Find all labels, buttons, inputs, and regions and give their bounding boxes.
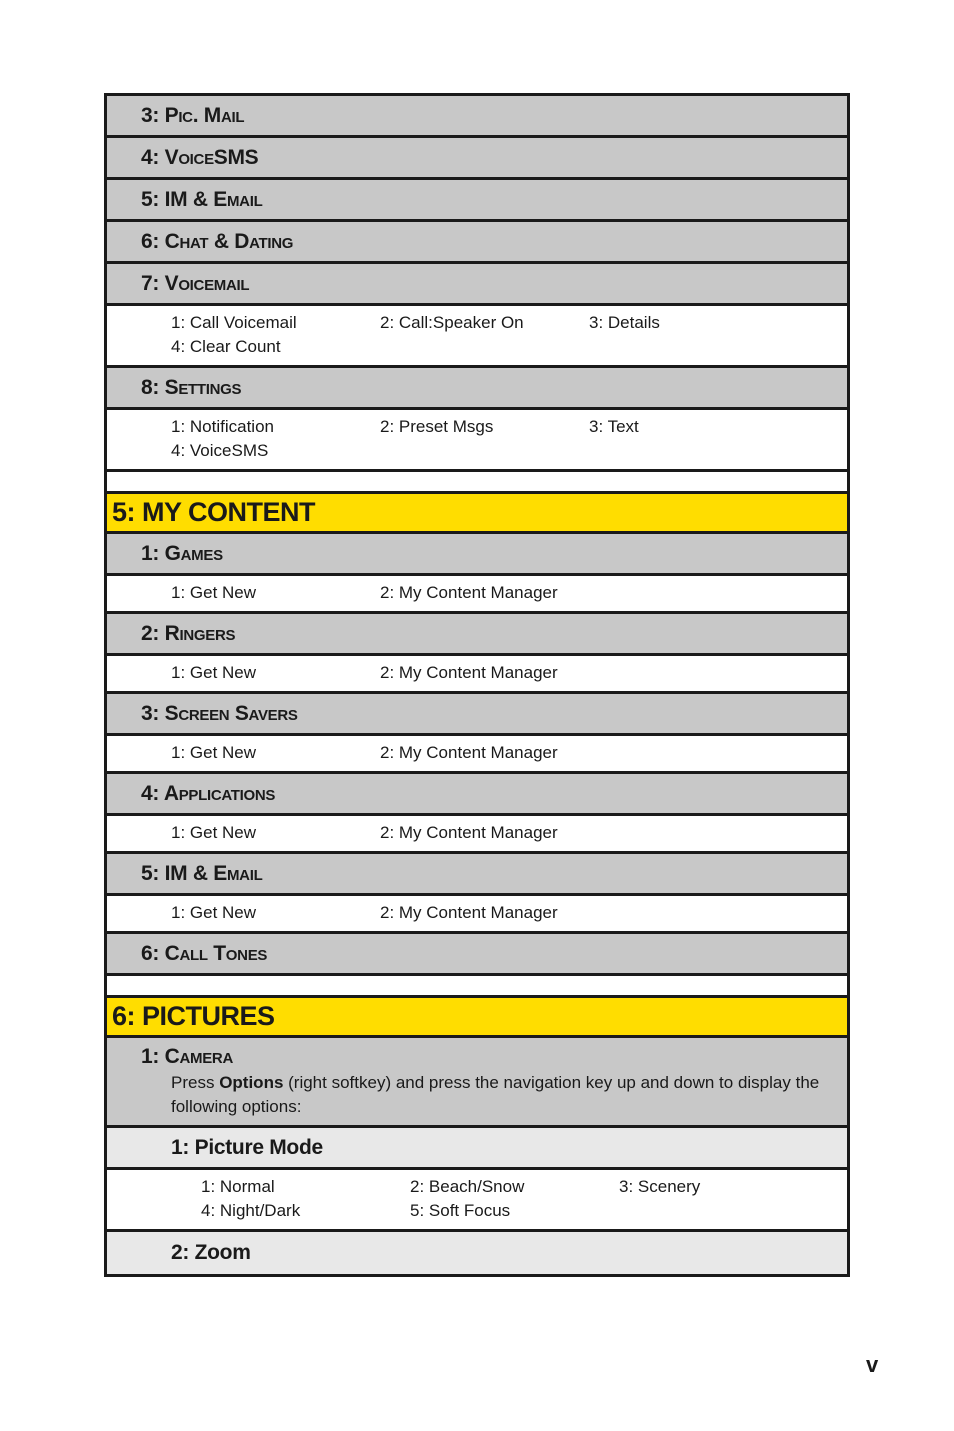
option-item: 1: Normal — [201, 1177, 275, 1196]
options-keyword: Options — [219, 1073, 284, 1092]
menu-item-label: 5: IM & Email — [141, 861, 263, 885]
submenu-item-label: 2: Zoom — [171, 1241, 251, 1264]
menu-item-voicesms — [107, 138, 847, 180]
section-header-my-content — [107, 494, 847, 534]
section-title: 6: PICTURES — [112, 1001, 275, 1031]
page-number: v — [866, 1352, 879, 1377]
section-spacer — [107, 976, 847, 998]
option-item: 5: Soft Focus — [410, 1201, 511, 1220]
option-item: 1: Call Voicemail — [171, 313, 297, 332]
option-item: 2: Call:Speaker On — [380, 313, 524, 332]
ringers-options — [107, 656, 847, 694]
menu-item-chat-dating — [107, 222, 847, 264]
voicemail-options — [107, 306, 847, 368]
menu-item-screen-savers — [107, 694, 847, 736]
menu-item-pic-mail — [107, 96, 847, 138]
picture-mode-options — [107, 1170, 847, 1232]
menu-item-ringers — [107, 614, 847, 656]
option-item: 4: VoiceSMS — [171, 441, 269, 460]
option-item: 2: Beach/Snow — [410, 1177, 525, 1196]
option-item: 2: My Content Manager — [380, 903, 558, 922]
menu-item-label: 4: VoiceSMS — [141, 145, 259, 169]
menu-item-label: 2: Ringers — [141, 621, 236, 645]
option-item: 2: My Content Manager — [380, 663, 558, 682]
camera-description: Press Options (right softkey) and press the navigation key up and down to display the following options: — [171, 1073, 820, 1116]
option-item: 2: My Content Manager — [380, 743, 558, 762]
menu-item-label: 4: Applications — [141, 781, 276, 805]
menu-item-label: 3: Screen Savers — [141, 701, 298, 725]
option-item: 1: Get New — [171, 743, 257, 762]
menu-item-label: 3: Pic. Mail — [141, 103, 245, 127]
option-item: 4: Night/Dark — [201, 1201, 301, 1220]
option-item: 3: Details — [589, 313, 660, 332]
menu-item-label: 6: Call Tones — [141, 941, 268, 965]
menu-item-im-email — [107, 180, 847, 222]
menu-item-label: 1: Camera — [141, 1045, 233, 1068]
menu-item-label: 6: Chat & Dating — [141, 229, 294, 253]
option-item: 3: Text — [589, 417, 639, 436]
option-item: 1: Notification — [171, 417, 274, 436]
option-item: 1: Get New — [171, 583, 257, 602]
menu-item-settings — [107, 368, 847, 410]
menu-item-call-tones — [107, 934, 847, 976]
games-options — [107, 576, 847, 614]
option-item: 1: Get New — [171, 903, 257, 922]
menu-tree-table — [104, 93, 850, 1277]
menu-item-label: 8: Settings — [141, 375, 242, 399]
option-item: 1: Get New — [171, 663, 257, 682]
applications-options — [107, 816, 847, 854]
option-item: 2: Preset Msgs — [380, 417, 494, 436]
section-spacer — [107, 472, 847, 494]
submenu-item-label: 1: Picture Mode — [171, 1135, 323, 1159]
settings-options — [107, 410, 847, 472]
menu-item-label: 7: Voicemail — [141, 271, 250, 295]
option-item: 1: Get New — [171, 823, 257, 842]
menu-item-label: 1: Games — [141, 541, 223, 565]
menu-item-camera — [107, 1038, 847, 1128]
section-header-pictures — [107, 998, 847, 1038]
option-item: 2: My Content Manager — [380, 823, 558, 842]
submenu-item-zoom — [107, 1232, 847, 1274]
menu-item-im-email-content — [107, 854, 847, 896]
screen-savers-options — [107, 736, 847, 774]
option-item: 2: My Content Manager — [380, 583, 558, 602]
menu-item-label: 5: IM & Email — [141, 187, 263, 211]
option-item: 3: Scenery — [619, 1177, 701, 1196]
menu-item-voicemail — [107, 264, 847, 306]
option-item: 4: Clear Count — [171, 337, 281, 356]
submenu-item-picture-mode — [107, 1128, 847, 1170]
menu-item-games — [107, 534, 847, 576]
section-title: 5: MY CONTENT — [112, 497, 316, 527]
im-email-options — [107, 896, 847, 934]
menu-item-applications — [107, 774, 847, 816]
